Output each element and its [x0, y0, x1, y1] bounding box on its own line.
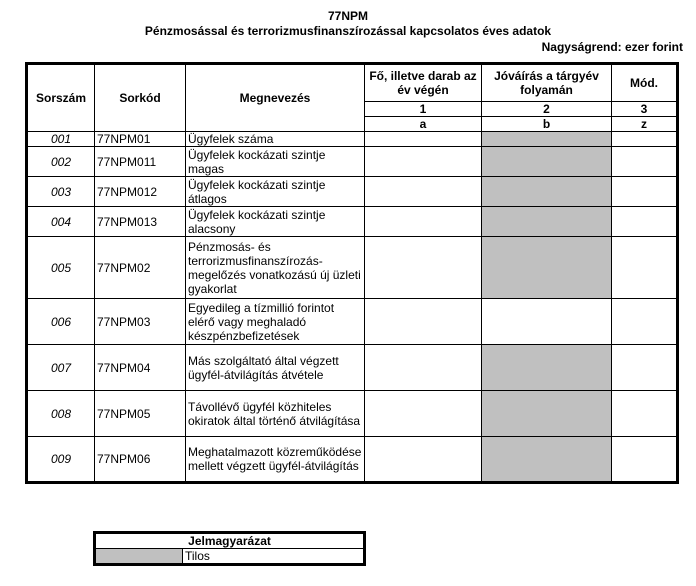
row-name: Távollévő ügyfél közhiteles okiratok által történő átvilágítása [186, 391, 365, 437]
table-row [27, 391, 678, 437]
row-name: Meghatalmazott közreműködése mellett végzett ügyfél-átvilágítás [186, 437, 365, 483]
legend-title: Jelmagyarázat [95, 533, 365, 549]
header-col3: Mód. [612, 64, 678, 102]
cell-col-z[interactable] [612, 132, 678, 147]
row-number: 001 [27, 132, 95, 147]
row-number: 009 [27, 437, 95, 483]
row-code: 77NPM04 [95, 345, 186, 391]
header-letter-a: a [365, 117, 482, 132]
cell-col-a[interactable] [365, 177, 482, 207]
cell-col-a[interactable] [365, 132, 482, 147]
row-number: 003 [27, 177, 95, 207]
table-row [27, 207, 678, 237]
row-name: Pénzmosás- és terrorizmusfinanszírozás-megelőzés vonatkozású új üzleti gyakorlat [186, 237, 365, 299]
form-code: 77NPM [327, 9, 368, 23]
row-number: 006 [27, 299, 95, 345]
cell-col-b[interactable] [482, 299, 612, 345]
cell-col-b-forbidden [482, 132, 612, 147]
row-number: 002 [27, 147, 95, 177]
table-row [27, 237, 678, 299]
cell-col-b-forbidden [482, 391, 612, 437]
row-name: Ügyfelek száma [186, 132, 365, 147]
row-code: 77NPM011 [95, 147, 186, 177]
cell-col-z[interactable] [612, 437, 678, 483]
cell-col-a[interactable] [365, 237, 482, 299]
header-sorszam: Sorszám [27, 64, 95, 132]
row-code: 77NPM03 [95, 299, 186, 345]
row-code: 77NPM02 [95, 237, 186, 299]
cell-col-z[interactable] [612, 299, 678, 345]
row-number: 005 [27, 237, 95, 299]
row-name: Ügyfelek kockázati szintje alacsony [186, 207, 365, 237]
cell-col-b-forbidden [482, 177, 612, 207]
table-row [27, 177, 678, 207]
cell-col-a[interactable] [365, 299, 482, 345]
row-name: Más szolgáltató által végzett ügyfél-átvilágítás átvétele [186, 345, 365, 391]
cell-col-b-forbidden [482, 437, 612, 483]
table-row [27, 299, 678, 345]
cell-col-z[interactable] [612, 391, 678, 437]
row-name: Ügyfelek kockázati szintje magas [186, 147, 365, 177]
header-num-2: 2 [482, 102, 612, 117]
row-name: Ügyfelek kockázati szintje átlagos [186, 177, 365, 207]
header-megnevezes: Megnevezés [186, 64, 365, 132]
header-num-3: 3 [612, 102, 678, 117]
form-title: Pénzmosással és terrorizmusfinanszírozással kapcsolatos éves adatok [144, 24, 552, 38]
cell-col-b-forbidden [482, 207, 612, 237]
row-code: 77NPM01 [95, 132, 186, 147]
row-code: 77NPM012 [95, 177, 186, 207]
cell-col-z[interactable] [612, 207, 678, 237]
header-letter-b: b [482, 117, 612, 132]
cell-col-z[interactable] [612, 177, 678, 207]
row-code: 77NPM06 [95, 437, 186, 483]
cell-col-b-forbidden [482, 147, 612, 177]
data-table [25, 62, 679, 484]
table-row [27, 345, 678, 391]
cell-col-a[interactable] [365, 345, 482, 391]
table-row [27, 147, 678, 177]
cell-col-z[interactable] [612, 345, 678, 391]
cell-col-a[interactable] [365, 437, 482, 483]
legend-grey-label: Tilos [183, 549, 365, 565]
header-col2: Jóváírás a tárgyév folyamán [482, 64, 612, 102]
row-number: 008 [27, 391, 95, 437]
header-sorkod: Sorkód [95, 64, 186, 132]
row-name: Egyedileg a tízmillió forintot elérő vagy meghaladó készpénzbefizetések [186, 299, 365, 345]
cell-col-a[interactable] [365, 207, 482, 237]
legend-grey-swatch [95, 549, 183, 565]
cell-col-b-forbidden [482, 345, 612, 391]
cell-col-z[interactable] [612, 237, 678, 299]
row-number: 004 [27, 207, 95, 237]
legend-table [93, 531, 366, 566]
row-code: 77NPM05 [95, 391, 186, 437]
header-num-1: 1 [365, 102, 482, 117]
unit-label: Nagyságrend: ezer forint [541, 40, 683, 54]
row-number: 007 [27, 345, 95, 391]
cell-col-b-forbidden [482, 237, 612, 299]
table-row [27, 437, 678, 483]
cell-col-a[interactable] [365, 147, 482, 177]
cell-col-z[interactable] [612, 147, 678, 177]
table-row [27, 132, 678, 147]
cell-col-a[interactable] [365, 391, 482, 437]
header-col1: Fő, illetve darab az év végén [365, 64, 482, 102]
row-code: 77NPM013 [95, 207, 186, 237]
header-letter-z: z [612, 117, 678, 132]
